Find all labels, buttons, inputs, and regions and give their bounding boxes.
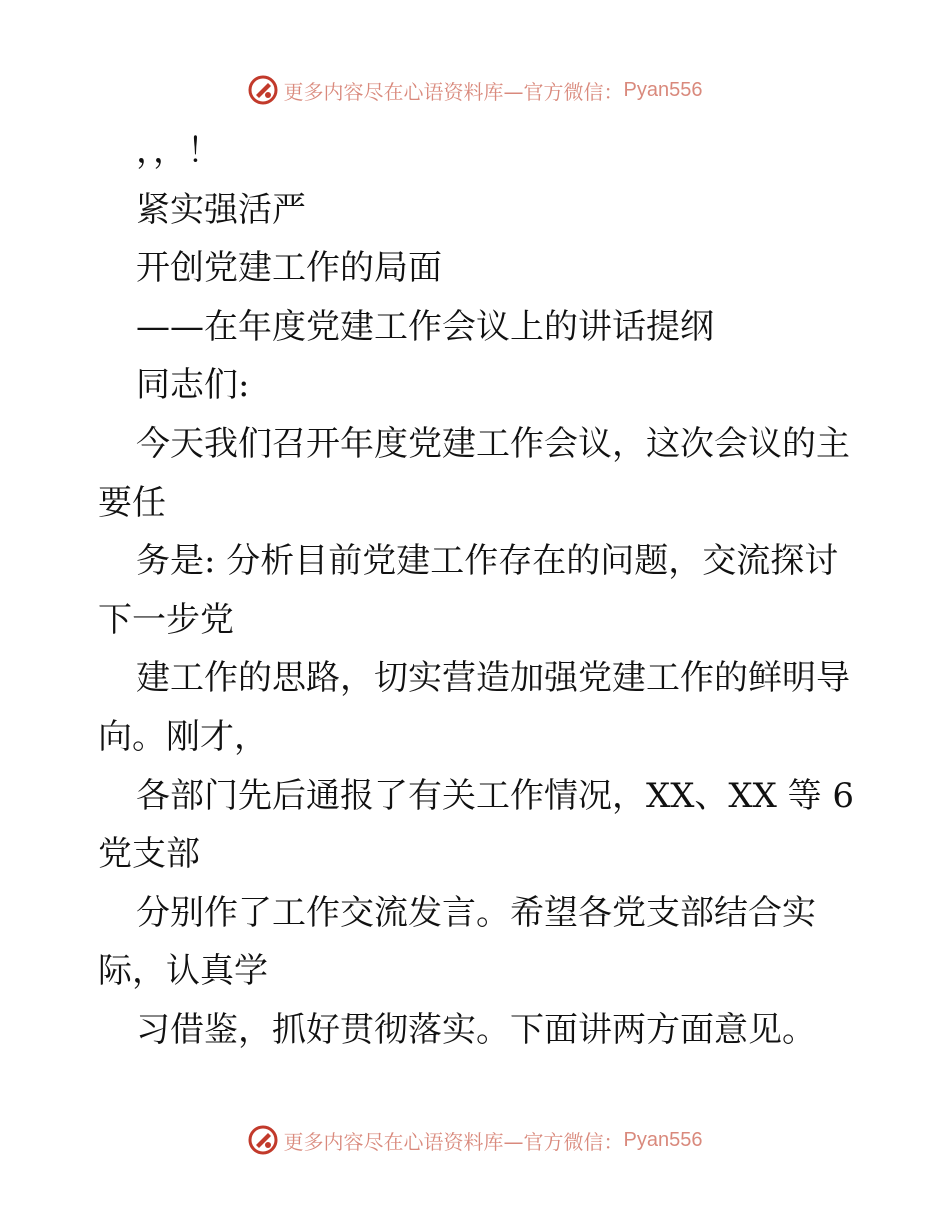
red-circle-seal-icon (248, 1125, 278, 1155)
body-line: 要任 (98, 482, 166, 523)
body-line: 各部门先后通报了有关工作情况，XX、XX 等 6 (136, 775, 855, 816)
body-line: 党支部 (98, 834, 200, 875)
header-watermark (0, 70, 950, 110)
body-line: 务是: 分析目前党建工作存在的问题，交流探讨 (136, 541, 839, 582)
body-line: ——在年度党建工作会议上的讲话提纲 (136, 306, 714, 347)
body-line: 今天我们召开年度党建工作会议，这次会议的主 (136, 423, 850, 464)
body-line: 同志们: (136, 365, 250, 406)
body-line: 分别作了工作交流发言。希望各党支部结合实 (136, 892, 816, 933)
watermark-text-latin: Pyan556 (623, 78, 703, 101)
body-line: 际，认真学 (98, 951, 268, 992)
footer-watermark (0, 1120, 950, 1160)
body-line: 下一步党 (98, 599, 234, 640)
watermark-text-latin: Pyan556 (623, 1128, 703, 1151)
document-body (98, 122, 858, 1060)
body-line: 紧实强活严 (136, 189, 306, 230)
red-circle-seal-icon (248, 75, 278, 105)
watermark-text-cn: 更多内容尽在心语资料库—官方微信： (283, 1129, 624, 1154)
body-line: 向。刚才， (98, 716, 268, 757)
body-line: 开创党建工作的局面 (136, 248, 442, 289)
body-line: 习借鉴，抓好贯彻落实。下面讲两方面意见。 (136, 1009, 816, 1050)
body-line: 建工作的思路，切实营造加强党建工作的鲜明导 (136, 658, 850, 699)
body-line: ，，！ (136, 131, 221, 171)
watermark-text-cn: 更多内容尽在心语资料库—官方微信： (283, 79, 624, 104)
